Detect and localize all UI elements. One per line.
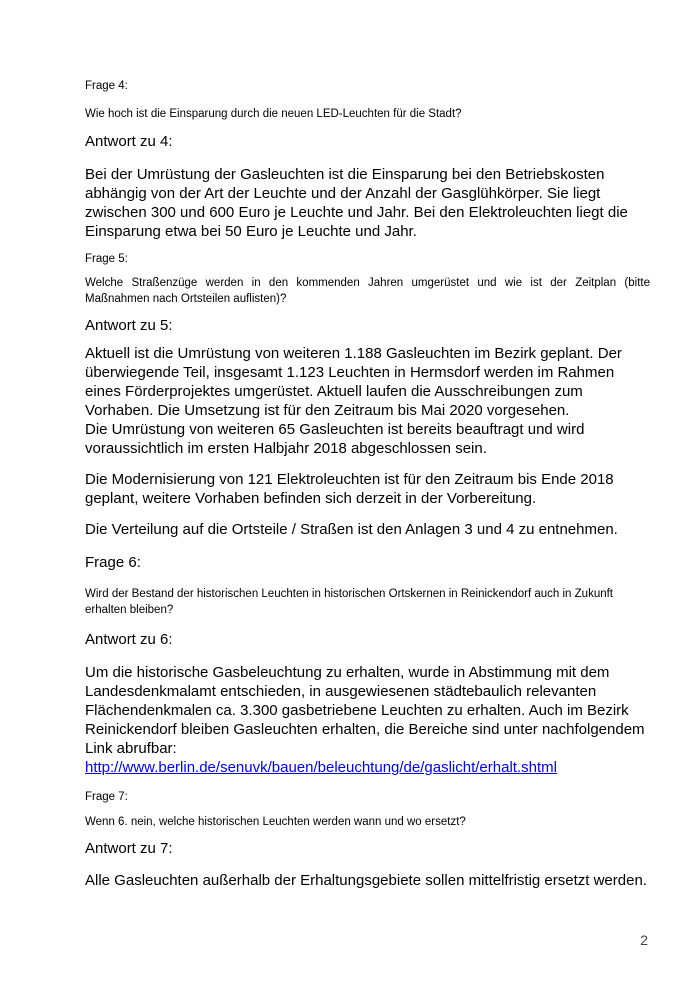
antwort-5-paragraph-2: Die Modernisierung von 121 Elektroleuchten ist für den Zeitraum bis Ende 2018 geplant, weitere Vorhaben befinden sich derzeit in der Vorbereitung. — [85, 471, 614, 507]
antwort-6-paragraph: Um die historische Gasbeleuchtung zu erhalten, wurde in Abstimmung mit dem Landesdenkmalamt entschieden, in ausgewiesenen städtebaulich relevanten Flächendenkmalen ca. 3.300 gasbetriebene Leuchten zu erhalten. Auch im Bezirk Reinickendorf bleiben Gasleuchten erhalten, die Bereiche sind unter nachfolgendem Link abrufbar: — [85, 664, 645, 757]
antwort-5-label: Antwort zu 5: — [85, 317, 173, 334]
frage-7-text: Wenn 6. nein, welche historischen Leuchten werden wann und wo ersetzt? — [85, 816, 466, 828]
antwort-7-label: Antwort zu 7: — [85, 840, 173, 857]
antwort-5-paragraph-1a: Aktuell ist die Umrüstung von weiteren 1.188 Gasleuchten im Bezirk geplant. Der überwiegende Teil, insgesamt 1.123 Leuchten in Hermsdorf werden im Rahmen eines Förderprojektes umgerüstet. Aktuell laufen die Ausschreibungen zum Vorhaben. Die Umsetzung ist für den Zeitraum bis Mai 2020 vorgesehen. — [85, 345, 622, 419]
frage-4-text: Wie hoch ist die Einsparung durch die neuen LED-Leuchten für die Stadt? — [85, 108, 462, 120]
frage-4-label: Frage 4: — [85, 80, 128, 92]
antwort-5-paragraph-1b: Die Umrüstung von weiteren 65 Gasleuchten ist bereits beauftragt und wird voraussichtlich im ersten Halbjahr 2018 abgeschlossen sein. — [85, 421, 585, 457]
antwort-6-label: Antwort zu 6: — [85, 631, 173, 648]
page-number: 2 — [640, 932, 648, 948]
antwort-7-paragraph: Alle Gasleuchten außerhalb der Erhaltungsgebiete sollen mittelfristig ersetzt werden. — [85, 872, 647, 889]
antwort-4-paragraph: Bei der Umrüstung der Gasleuchten ist die Einsparung bei den Betriebskosten abhängig von der Art der Leuchte und der Anzahl der Gasglühkörper. Sie liegt zwischen 300 und 600 Euro je Leuchte und Jahr. Bei den Elektroleuchten liegt die Einsparung etwa bei 50 Euro je Leuchte und Jahr. — [85, 166, 628, 240]
antwort-6-link-line — [85, 758, 650, 777]
frage-7-label: Frage 7: — [85, 791, 128, 803]
frage-6-label: Frage 6: — [85, 554, 141, 571]
frage-5-text: Welche Straßenzüge werden in den kommenden Jahren umgerüstet und wie ist der Zeitplan (bitte Maßnahmen nach Ortsteilen auflisten)? — [85, 277, 650, 305]
frage-5-label: Frage 5: — [85, 253, 128, 265]
antwort-4-label: Antwort zu 4: — [85, 133, 173, 150]
antwort-5-paragraph-3: Die Verteilung auf die Ortsteile / Straßen ist den Anlagen 3 und 4 zu entnehmen. — [85, 521, 618, 538]
frage-6-text: Wird der Bestand der historischen Leuchten in historischen Ortskernen in Reinickendorf auch in Zukunft erhalten bleiben? — [85, 588, 613, 616]
erhalt-gebiete-link[interactable]: http://www.berlin.de/senuvk/bauen/beleuchtung/de/gaslicht/erhalt.shtml — [85, 759, 557, 776]
